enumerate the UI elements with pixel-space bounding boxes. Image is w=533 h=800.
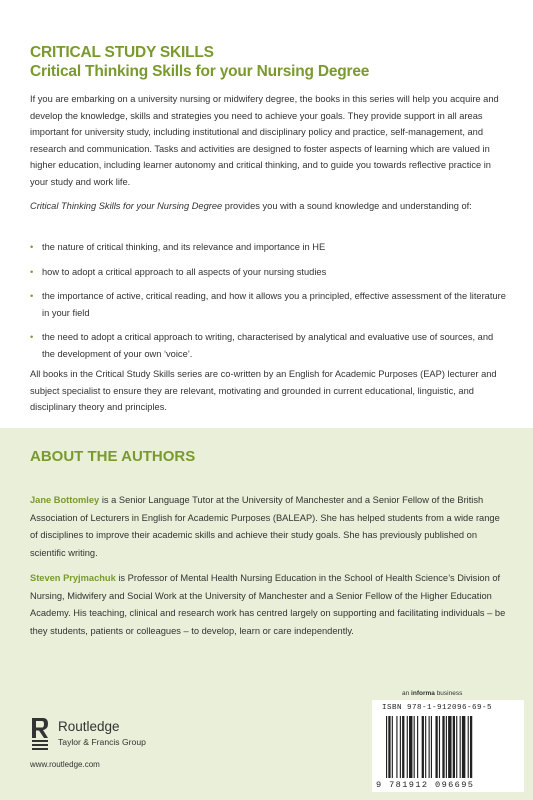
author-name: Jane Bottomley [30,495,100,505]
list-item [30,239,506,256]
list-item-text: the importance of active, critical reading, and how it allows you a principled, effective assessment of the literature in your field [42,291,506,318]
publisher-name: Routledge [58,719,120,734]
intro-paragraph: If you are embarking on a university nursing or midwifery degree, the books in this series will help you acquire and develop the knowledge, skills and strategies you need to achieve your goals. They provide support in all areas important for university study, including institutional and disciplinary policy and practice, self-management, and research and communication. Tasks and activities are designed to foster aspects of learning which are valued in higher education, including learner autonomy and critical thinking, and to guide you towards reflective practice in your study and work life. [30,94,499,187]
informa-prefix: an [402,690,412,697]
publisher-group: Taylor & Francis Group [58,737,146,747]
overview-text: provides you with a sound knowledge and understanding of: [222,201,472,211]
routledge-logo-icon [30,716,50,750]
series-paragraph: All books in the Critical Study Skills series are co-written by an English for Academic Purposes (EAP) lecturer and subject specialist to ensure they are relevant, motivating and grounded in current educational, linguistic, and disciplinary theory and principles. [30,369,497,413]
publisher-url: www.routledge.com [30,760,100,769]
list-item [30,288,506,321]
author-bio-text: is Professor of Mental Health Nursing Education in the School of Health Science’s Division of Nursing, Midwifery and Social Work at the University of Manchester and a Senior Fellow of the Higher Education Academy. His teaching, clinical and research work has centred largely on supporting and facilitating individuals – be they students, patients or colleagues – to develop, learn or care independently. [30,573,506,636]
bullet-icon: • [30,242,34,252]
list-item [30,264,506,281]
bullet-icon: • [30,332,34,343]
bullet-icon: • [30,266,34,277]
overview-paragraph [30,198,506,215]
barcode-icon [384,716,516,778]
list-item-text: the nature of critical thinking, and its relevance and importance in HE [42,242,326,252]
author-bio [30,492,506,562]
series-title: CRITICAL STUDY SKILLS [30,44,214,61]
bullet-icon: • [30,291,34,302]
list-item-text: the need to adopt a critical approach to writing, characterised by analytical and evaluative use of sources, and the development of your own ‘voice’. [42,332,494,359]
author-bio-text: is a Senior Language Tutor at the University of Manchester and a Senior Fellow of the British Association of Lecturers in English for Academic Purposes (BALEAP). She has helped students from a wide range of disciplines to improve their academic skills and achieve their study goals. She has previously published on scientific writing. [30,495,500,558]
informa-business-label [402,690,462,697]
topics-list [30,239,506,371]
author-bio [30,570,506,640]
isbn-label: ISBN 978-1-912096-69-5 [382,704,493,712]
book-title: Critical Thinking Skills for your Nursing Degree [30,63,370,80]
informa-brand: informa [411,690,435,697]
barcode-digits: 9 781912 096695 [376,780,475,790]
list-item [30,329,506,362]
book-title-italic: Critical Thinking Skills for your Nursing Degree [30,201,223,211]
informa-suffix: business [434,690,463,697]
list-item-text: how to adopt a critical approach to all aspects of your nursing studies [42,266,327,277]
barcode-block [372,700,524,792]
author-name: Steven Pryjmachuk [30,573,116,583]
about-heading: ABOUT THE AUTHORS [30,448,196,465]
